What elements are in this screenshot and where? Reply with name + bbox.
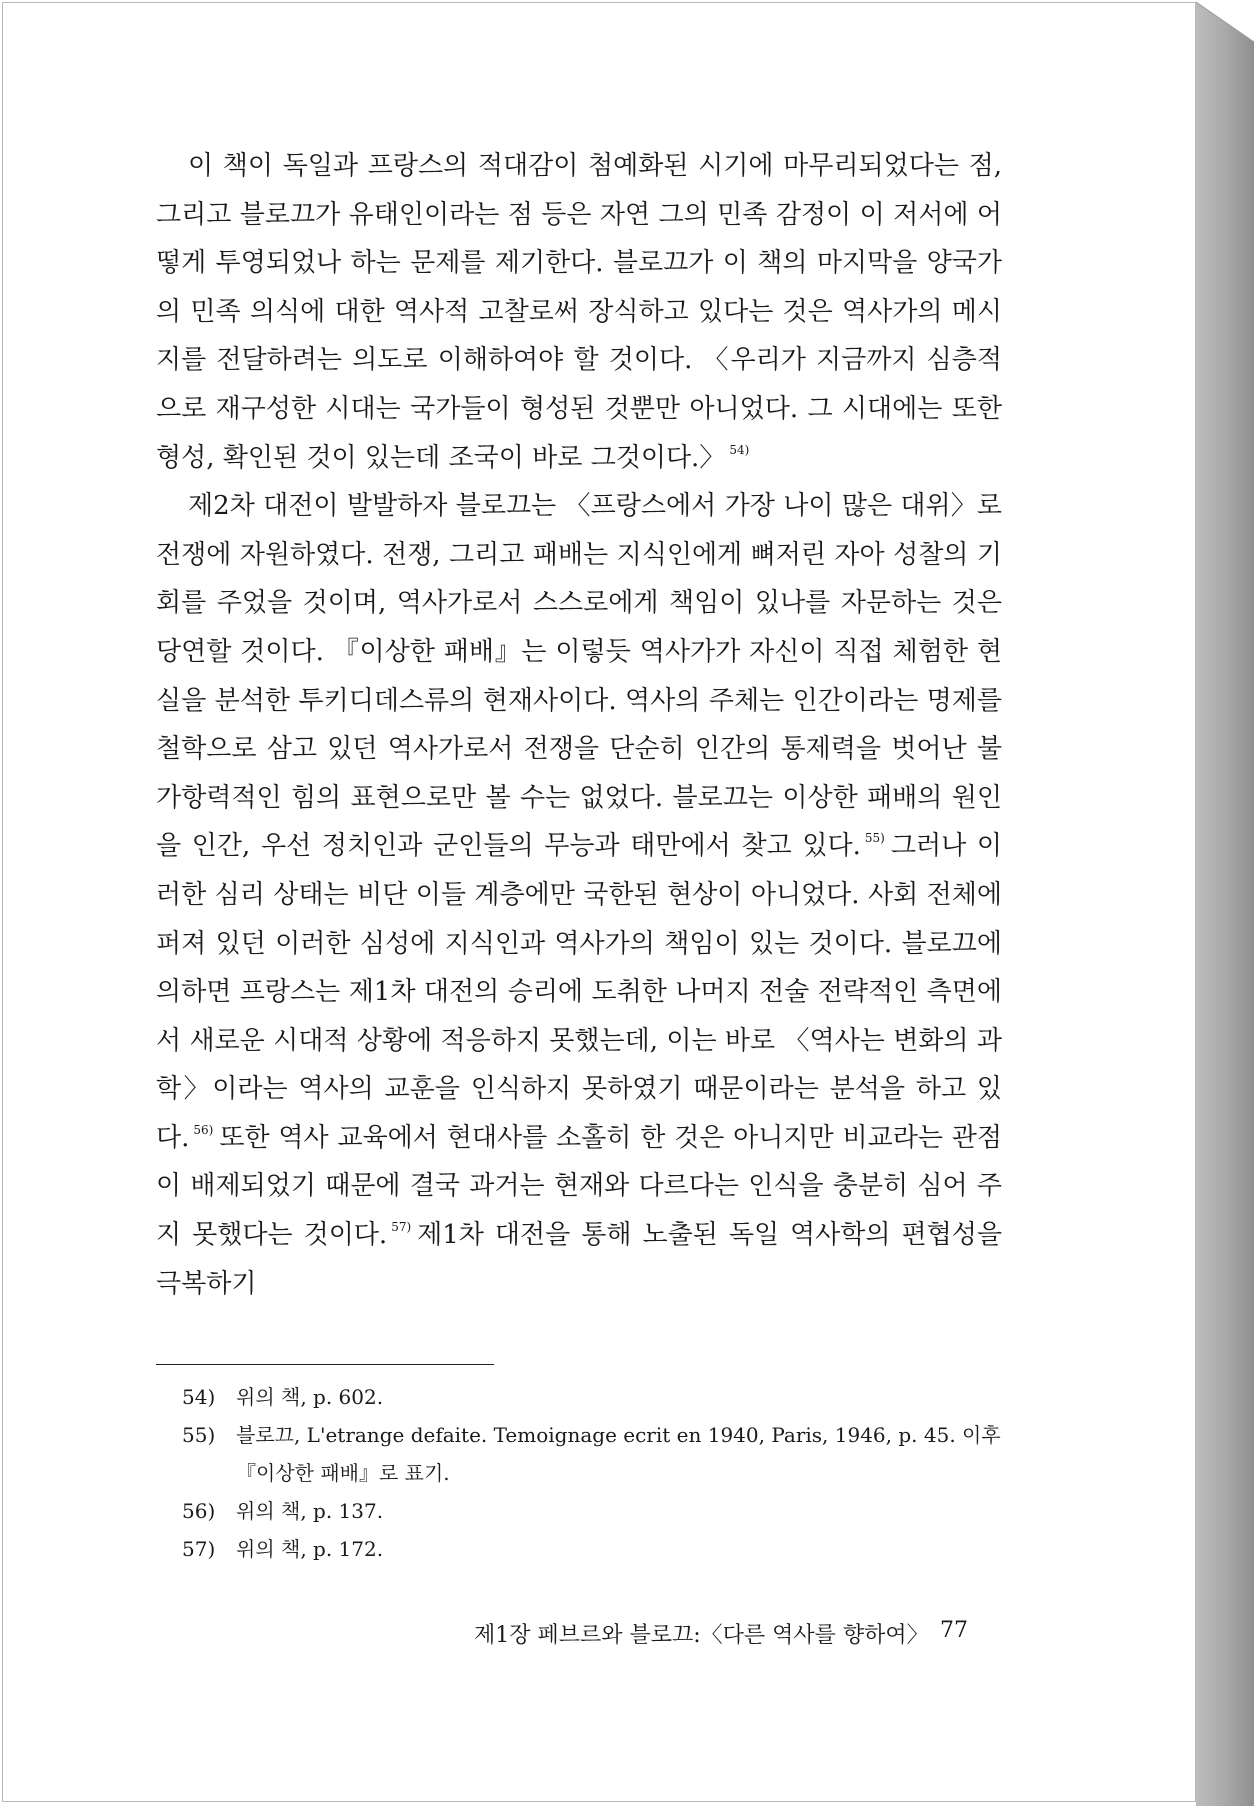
page-edge-graphic <box>1196 0 1256 1806</box>
page-number: 77 <box>940 1618 968 1643</box>
page-edge-shadow <box>1196 0 1256 1806</box>
footnote-number: 56) <box>182 1499 216 1523</box>
footnote-text: 위의 책, p. 137. <box>236 1499 384 1523</box>
footnote-item <box>156 1530 1006 1568</box>
running-head: 제1장 페브르와 블로끄:〈다른 역사를 향하여〉 <box>474 1623 929 1648</box>
footnote-item <box>156 1492 1006 1530</box>
body-paragraph <box>156 482 1002 1308</box>
body-text-run: 그러나 이러한 심리 상태는 비단 이들 계층에만 국한된 현상이 아니었다. 사회 전체에 퍼져 있던 이러한 심성에 지식인과 역사가의 책임이 있는 것이다. 블로끄에 의하면 프랑스는 제1차 대전의 승리에 도취한 나머지 전술 전략적인 측면에서 새로운 시대적 상황에 적응하지 못했는데, 이는 바로 〈역사는 변화의 과학〉이라는 역사의 교훈을 인식하지 못하였기 때문이라는 분석을 하고 있다. <box>156 831 1003 1153</box>
body-text-run: 또한 역사 교육에서 현대사를 소홀히 한 것은 아니지만 비교라는 관점이 배제되었기 때문에 결국 과거는 현재와 다르다는 인식을 충분히 심어 주지 못했다는 것이다. <box>156 1122 1002 1251</box>
body-text-run: 이 책이 독일과 프랑스의 적대감이 첨예화된 시기에 마무리되었다는 점, 그리고 블로끄가 유태인이라는 점 등은 자연 그의 민족 감정이 이 저서에 어떻게 투영되었나 하는 문제를 제기한다. 블로끄가 이 책의 마지막을 양국가의 민족 의식에 대한 역사적 고찰로써 장식하고 있다는 것은 역사가의 메시지를 전달하려는 의도로 이해하여야 할 것이다. 〈우리가 지금까지 심층적으로 재구성한 시대는 국가들이 형성된 것뿐만 아니었다. 그 시대에는 또한 형성, 확인된 것이 있는데 조국이 바로 그것이다.〉 <box>156 151 1002 473</box>
footnote-reference: 54) <box>729 442 750 457</box>
footnote-reference: 55) <box>864 831 885 846</box>
footnote-text: 블로끄, L'etrange defaite. Temoignage ecrit en 1940, Paris, 1946, p. 45. 이후 『이상한 패배』로 표기. <box>236 1423 1001 1485</box>
footnote-separator <box>156 1364 494 1365</box>
footnote-number: 54) <box>182 1385 216 1409</box>
footnote-item <box>156 1416 1006 1492</box>
footnotes <box>156 1378 1006 1568</box>
footnote-number: 57) <box>182 1537 216 1561</box>
footnote-item <box>156 1378 1006 1416</box>
footnote-reference: 57) <box>391 1220 412 1235</box>
body-paragraph <box>156 142 1002 482</box>
footnote-text: 위의 책, p. 172. <box>236 1537 384 1561</box>
footnote-number: 55) <box>182 1423 216 1447</box>
body-text-run: 제1차 대전을 통해 노출된 독일 역사학의 편협성을 극복하기 <box>156 1220 1002 1299</box>
footnote-reference: 56) <box>193 1122 214 1137</box>
main-text <box>156 142 1002 1308</box>
body-text-run: 제2차 대전이 발발하자 블로끄는 〈프랑스에서 가장 나이 많은 대위〉로 전쟁에 자원하였다. 전쟁, 그리고 패배는 지식인에게 뼈저린 자아 성찰의 기회를 주었을 것이며, 역사가로서 스스로에게 책임이 있나를 자문하는 것은 당연할 것이다. 『이상한 패배』는 이렇듯 역사가가 자신이 직접 체험한 현실을 분석한 투키디데스류의 현재사이다. 역사의 주체는 인간이라는 명제를 철학으로 삼고 있던 역사가로서 전쟁을 단순히 인간의 통제력을 벗어난 불가항력적인 힘의 표현으로만 볼 수는 없었다. 블로끄는 이상한 패배의 원인을 인간, 우선 정치인과 군인들의 무능과 태만에서 찾고 있다. <box>156 491 1002 862</box>
footnote-text: 위의 책, p. 602. <box>236 1385 384 1409</box>
